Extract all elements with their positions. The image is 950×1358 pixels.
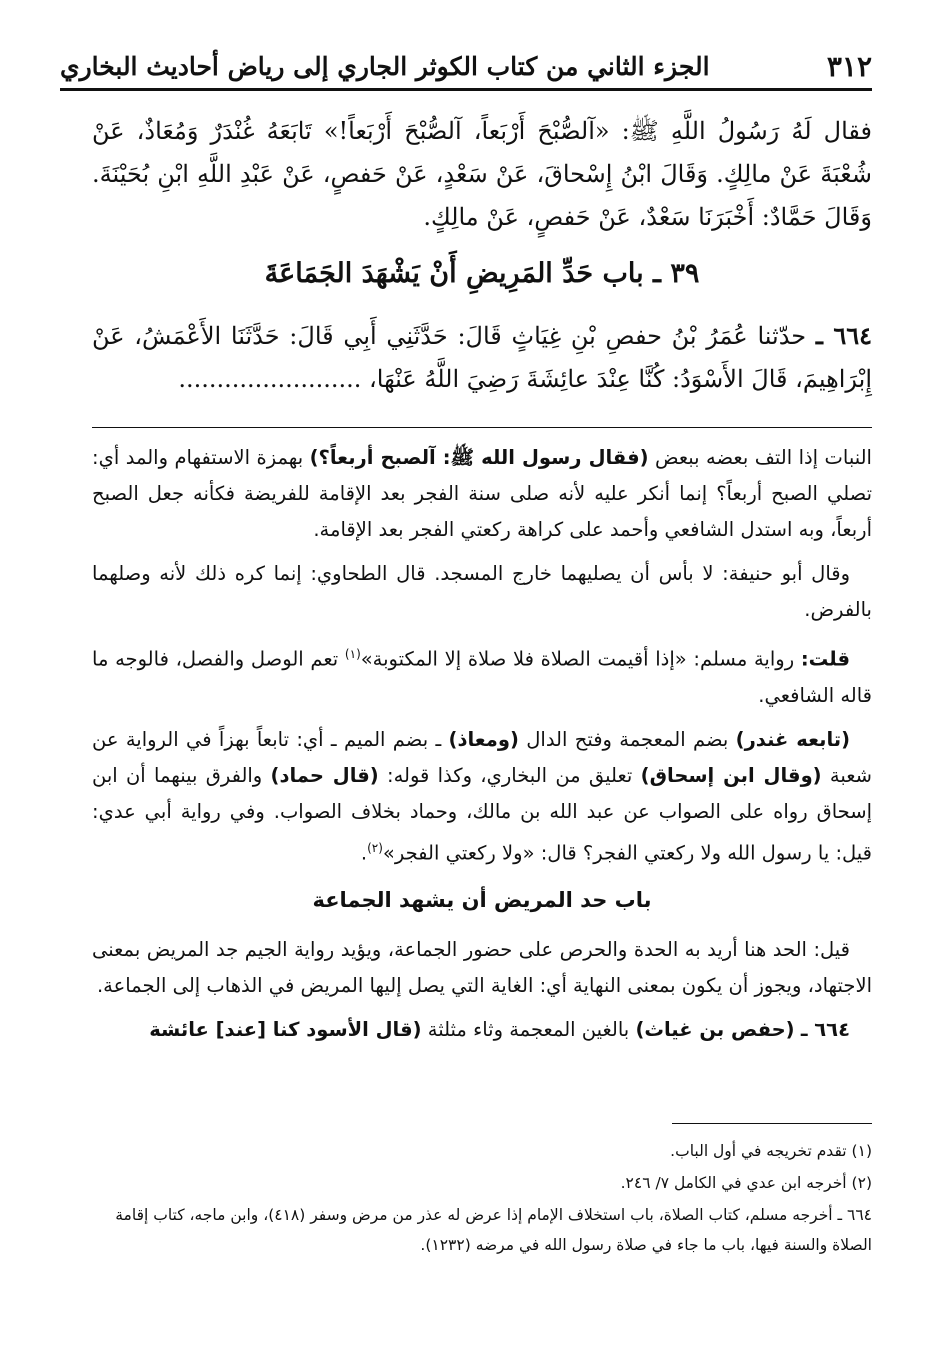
footnote-text: تقدم تخريجه في أول الباب. xyxy=(670,1142,847,1160)
text-run: تعم الوصل والفصل، فالوجه ما قاله الشافعي. xyxy=(92,647,872,707)
footnote-number: ٦٦٤ ـ xyxy=(837,1206,872,1224)
text-run: بهمزة الاستفهام والمد أي: تصلي الصبح أربعاً؟ إنما أنكر عليه لأنه صلى سنة الفجر بعد الإقامة للفريضة فكأنه جعل الصبح أربعاً، وبه استدل الشافعي وأحمد على كراهة ركعتي الفجر بعد الإقامة. xyxy=(92,446,872,541)
text-run: . xyxy=(360,841,368,864)
quoted-phrase: (تابعه غندر) xyxy=(735,727,850,751)
text-run: بضم المعجمة وفتح الدال xyxy=(526,727,729,751)
footnote-ref: (١) xyxy=(344,647,361,661)
quoted-phrase: (قال حماد) xyxy=(270,763,379,787)
chapter-heading: ٣٩ ـ باب حَدِّ المَرِيضِ أَنْ يَشْهَدَ الجَمَاعَةَ xyxy=(264,258,700,289)
section-divider xyxy=(92,427,872,428)
commentary-paragraph xyxy=(92,722,872,872)
hadith-body: حدّثنا عُمَرُ بْنُ حفصِ بْنِ غِيَاثٍ قَالَ: حَدَّثَنِي أَبِي قَالَ: حَدَّثَنَا الأَعْمَشُ، عَنْ إِبْرَاهِيمَ، قَالَ الأَسْوَدُ: كُنَّا عِنْدَ عائِشَةَ رَضِيَ اللَّهُ عَنْهَا، xyxy=(92,322,872,393)
text-run: والفرق بينهما أن ابن إسحاق رواه على الصواب عن عبد الله بن مالك، وحماد بخلاف الصواب. وفي رواية أبي عدي: قيل: يا رسول الله ولا ركعتي الفجر؟ قال: «ولا ركعتي الفجر» xyxy=(92,763,872,864)
hadith-number: ٦٦٤ ـ xyxy=(800,1018,850,1041)
footnote-text: أخرجه ابن عدي في الكامل ٧/ ٢٤٦. xyxy=(620,1174,847,1192)
page-number: ٣١٢ xyxy=(826,49,872,83)
continuation-dots: ........................ xyxy=(178,365,362,393)
commentary xyxy=(92,440,872,879)
quoted-phrase: (قال الأسود كنا [عند] عائشة xyxy=(149,1018,422,1041)
text-run: النبات إذا التف بعضه ببعض xyxy=(654,446,872,469)
text-run: رواية مسلم: «إذا أقيمت الصلاة فلا صلاة إلا المكتوبة» xyxy=(360,647,795,671)
running-title: الجزء الثاني من كتاب الكوثر الجاري إلى رياض أحاديث البخاري xyxy=(60,51,710,81)
text-run: تعليق من البخاري، وكذا قوله: xyxy=(387,763,633,787)
running-header xyxy=(60,44,872,91)
footnote-1 xyxy=(92,1136,872,1166)
footnote-divider xyxy=(672,1123,872,1124)
footnote-ref: (٢) xyxy=(367,840,383,855)
quoted-phrase: (فقال رسول الله ﷺ: آلصبح أربعاً؟) xyxy=(309,446,649,469)
commentary-paragraph xyxy=(92,1012,872,1048)
commentary-paragraph: قيل: الحد هنا أريد به الحدة والحرص على حضور الجماعة، ويؤيد رواية الجيم جد المريض بمعنى الاجتهاد، ويجوز أن يكون بمعنى النهاية أي: الغاية التي يصل إليها المريض في الذهاب إلى الجماعة. xyxy=(92,938,872,997)
footnote-number: (٢) xyxy=(851,1174,872,1192)
footnote-2 xyxy=(92,1168,872,1198)
footnote-text: أخرجه مسلم، كتاب الصلاة، باب استخلاف الإمام إذا عرض له عذر من مرض وسفر (٤١٨)، وابن ماجه، كتاب إقامة الصلاة والسنة فيها، باب ما جاء في صلاة رسول الله في مرضه (١٢٣٢). xyxy=(115,1206,872,1254)
commentary-continued xyxy=(92,932,872,1056)
footnotes xyxy=(92,1134,872,1262)
hadith-number: ٦٦٤ ـ xyxy=(815,321,873,350)
footnote-3 xyxy=(92,1200,872,1260)
text-run: بالغين المعجمة وثاء مثلثة xyxy=(427,1018,630,1041)
hadith-text-previous: فقال لَهُ رَسُولُ اللَّهِ ﷺ: «آلصُّبْحَ أَرْبَعاً، آلصُّبْحَ أَرْبَعاً!» تَابَعَهُ غُنْدَرٌ وَمُعَاذٌ، عَنْ شُعْبَةَ عَنْ مالِكٍ. وَقَالَ ابْنُ إِسْحاقَ، عَنْ سَعْدٍ، عَنْ حَفصٍ، عَنْ عَبْدِ اللَّهِ ابْنِ بُحَيْنَةَ. وَقَالَ حَمَّادٌ: أَخْبَرَنَا سَعْدٌ، عَنْ حَفصٍ، عَنْ مالِكٍ. xyxy=(92,117,872,231)
quoted-phrase: (ومعاذ) xyxy=(448,727,519,751)
commentary-paragraph xyxy=(92,636,872,714)
commentary-subheading: باب حد المريض أن يشهد الجماعة xyxy=(312,888,652,912)
commentary-paragraph xyxy=(92,440,872,548)
footnote-number: (١) xyxy=(851,1142,872,1160)
quoted-phrase: (حفص بن غياث) xyxy=(635,1018,795,1041)
commentary-paragraph: وقال أبو حنيفة: لا بأس أن يصليهما خارج المسجد. قال الطحاوي: إنما كره ذلك لأنه وصلهما بالفرض. xyxy=(92,562,872,621)
qultu-label: قلت: xyxy=(800,647,850,671)
hadith-664 xyxy=(92,314,872,401)
text-run: ـ بضم الميم ـ أي: تابعاً بهزاً في الرواية عن شعبة xyxy=(92,727,872,787)
quoted-phrase: (وقال ابن إسحاق) xyxy=(640,763,822,787)
